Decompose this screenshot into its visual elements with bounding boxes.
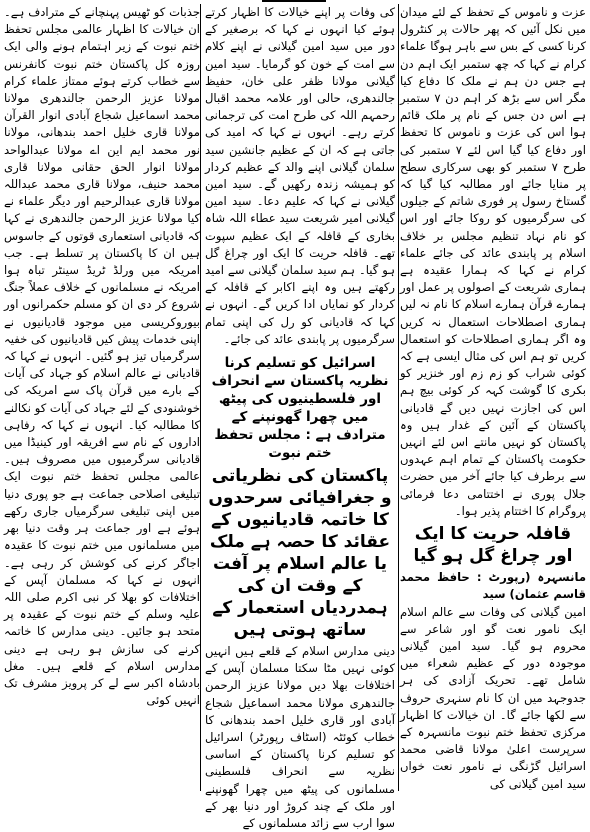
column-divider bbox=[200, 4, 201, 791]
top-rule bbox=[262, 0, 326, 2]
article-headline: پاکستان کی نظریاتی و جغرافیائی سرحدوں کا خاتمہ قادیانیوں کے عقائد کا حصہ ہے ملک یا عالم اسلام پر آفت کے وقت ان کی ہمدردیاں استعمار کے ساتھ ہوتی ہیں bbox=[208, 466, 392, 641]
article-headline: قافلہ حریت کا ایک اور چراغ گل ہو گیا bbox=[413, 524, 573, 567]
article-paragraph: امین گیلانی کی وفات سے عالم اسلام ایک نامور نعت گو اور شاعر سے محروم ہو گیا۔ سید امین گیلانی موجودہ دور کے عظیم شعراء میں شامل تھے۔ تحریک آزادی کی ہر جدوجہد میں ان کا نام سنہری حروف سے لکھا جائے گا۔ ان خیالات کا اظہار مرکزی تحفظ ختم نبوت مانسہرہ کے سرپرست اعلیٰ مولانا قاضی محمد اسرائیل گڑنگی نے نامور نعت خواں سید امین گیلانی کی bbox=[400, 604, 586, 791]
article-paragraph: دینی مدارس اسلام کے قلعے ہیں انہیں کوئی نہیں مٹا سکتا مسلمان آپس کے اختلافات بھلا دیں مولانا عزیز الرحمن جالندھری مولانا محمد اسماعیل شجاع آبادی اور قاری خلیل احمد بندھانی کا خطاب کوئٹہ (اسٹاف رپورٹر) اسرائیل کو تسلیم کرنا پاکستان کے اساسی نظریہ سے انحراف فلسطینی مسلمانوں کی پیٹھ میں چھرا گھونپنے اور ملک کے چند کروڑ اور دنیا بھر کے سوا ارب سے زائد مسلمانوں کے bbox=[205, 644, 395, 831]
article-subheadline: اسرائیل کو تسلیم کرنا نظریہ پاکستان سے انحراف اور فلسطینیوں کی پیٹھ میں چھرا گھونپنے کے مترادف ہے : مجلس تحفظ ختم نبوت bbox=[211, 355, 389, 462]
article-paragraph: جذبات کو ٹھیس پہنچانے کے مترادف ہے۔ ان خیالات کا اظہار عالمی مجلس تحفظ ختم نبوت کے زیر اہتمام ہونے والی ایک روزہ کل پاکستان ختم نبوت کانفرنس سے خطاب کرتے ہوئے ممتاز علماء کرام مولانا عزیز الرحمن جالندھری مولانا محمد اسماعیل شجاع آبادی انوار القرآن مولانا قاری خلیل احمد بندھانی، مولانا نور محمد ایم این اے مولانا عبدالواحد مولانا انوار الحق حقانی مولانا قاری محمد حنیف، مولانا قاری محمد عبداللہ مولانا قاری عبدالرحیم اور دیگر علماء نے کیا مولانا عزیز الرحمن جالندھری نے کہا کہ قادیانی استعماری قوتوں کے جاسوس ہیں ان کا پاکستان پر تسلط ہے۔ جب امریکہ میں ورلڈ ٹریڈ سینٹر تباہ ہوا امریکہ نے مسلمانوں کے خلاف عملاً جنگ شروع کر دی ان کو مسلم حکمرانوں اور بیوروکریسی میں موجود قادیانیوں نے اپنی خدمات پیش کیں قادیانیوں کی خفیہ سرگرمیاں تیز ہو گئیں۔ انہوں نے کہا کہ قادیانی نے عالم اسلام کو جہاد کی آیات کے بارے میں قرآن پاک سے امریکہ کی خوشنودی کے لئے جہاد کی آیات کو نکالنے کا مطالبہ کیا۔ انہوں نے کہا کہ رفاہی اداروں کے نام سے افریقہ اور کینیڈا میں قادیانی سرگرمیوں میں مصروف ہیں۔ عالمی مجلس تحفظ ختم نبوت ایک تبلیغی اصلاحی جماعت ہے جو پوری دنیا میں اپنی تبلیغی سرگرمیاں جاری رکھے ہوئے ہے اور جماعت ہر وقت دنیا بھر میں مسلمانوں میں ختم نبوت کا عقیدہ اجاگر کرنے کی کوشش کر رہی ہے۔ انہوں نے کہا کہ مسلمان آپس کے اختلافات کو بھلا کر نبی اکرم صلی اللہ علیہ وسلم کے ختم نبوت کے عقیدہ پر متحد ہو جائیں۔ دینی مدارس کا خاتمہ کرنے کی سازش ہو رہی ہے دینی مدارس اسلام کے قلعے ہیں۔ مغل بادشاہ اکبر سے لے کر پرویز مشرف تک انہیں کوئی bbox=[4, 5, 200, 708]
left-column bbox=[4, 4, 200, 791]
column-divider bbox=[398, 4, 399, 791]
middle-column bbox=[205, 4, 395, 831]
right-column bbox=[400, 4, 586, 791]
article-byline: مانسہرہ (رپورٹ : حافظ محمد قاسم عثمان) سید bbox=[400, 570, 586, 602]
article-paragraph: کی وفات پر اپنے خیالات کا اظہار کرتے ہوئے کیا انہوں نے کہا کہ برصغیر کے دور میں سید امین گیلانی نے اپنے کلام سے امت کے خون کو گرمایا۔ سید امین گیلانی مولانا ظفر علی خان، حفیظ جالندھری، حالی اور علامہ محمد اقبال رحمہم اللہ کی طرح امت کی ترجمانی کرتے رہے۔ انہوں نے کہا کہ امید کی جاتی ہے کہ ان کے عظیم جانشین سید سلمان گیلانی اپنے والد کے عظیم کردار کو ہمیشہ زندہ رکھیں گے۔ سید امین گیلانی نے کہا کہ علیم دعا۔ سید امین گیلانی امیر شریعت سید عطاء اللہ شاہ بخاری کے قافلہ کے ایک عظیم سپوت تھے۔ قافلہ حریت کا ایک اور چراغ گل ہو گیا۔ ہم سید سلمان گیلانی سے امید رکھتے ہیں وہ اپنے اکابر کے قافلہ کے کردار کو نمایاں ادا کریں گے۔ انہوں نے کہا کہ قادیانی کو رل کی اپنی تمام سرگرمیوں پر پابندی عائد کی جائے۔ bbox=[205, 5, 395, 346]
article-paragraph: عزت و ناموس کے تحفظ کے لئے میدان میں نکل آئیں کہ پھر حالات پر کنٹرول کرنا کسی کے بس سے باہر ہوگا علماء کرام نے کہا کہ چھ ستمبر ایک اہم دن ہے جس دن ہم نے ملک کا دفاع کیا مگر اس سے بڑھ کر اہم دن ۷ ستمبر ہے اس دن جس کے نام پر ملک قائم ہوا اس کی عزت و ناموس کا تحفظ اور دفاع کیا گیا اس لئے ۷ ستمبر کی طرح ۷ ستمبر کو بھی سرکاری سطح پر منایا جائے اور مطالبہ کیا گیا کہ گستاخ رسول پر فوری شاتم کے جیلوں کی سرگرمیوں کو روکا جائے اور اس کو نام نہاد تنظیم مجلس بر خلاف اسلام پر پابندی عائد کی جائے علماء کرام نے کہا کہ ہمارا عقیدہ ہے ہماری شریعت کے اصولوں پر عمل اور ہمارے قرآن ہمارے اسلام کا نام نہ لیں ہماری اصطلاحات استعمال نہ کریں وہ اگر ہماری اصطلاحات کو استعمال کریں تو ہم اس کی مثال ایسی ہے کہ کوئی شراب کو زم زم اور خنزیر کو بکری کا گوشت کہہ کر کوئی بیچ ہم اس کی اجازت نہیں دیں گے قادیانی پاکستان کے آئین کے غدار ہیں وہ پاکستان کو نہیں مانتے اس لئے انہیں حکومت پاکستان کے تمام اہم عہدوں سے برطرف کیا جائے آخر میں حضرت جلال پوری نے اختتامی دعا فرمائی پروگرام کا اختتام پذیر ہوا۔ bbox=[400, 5, 587, 518]
